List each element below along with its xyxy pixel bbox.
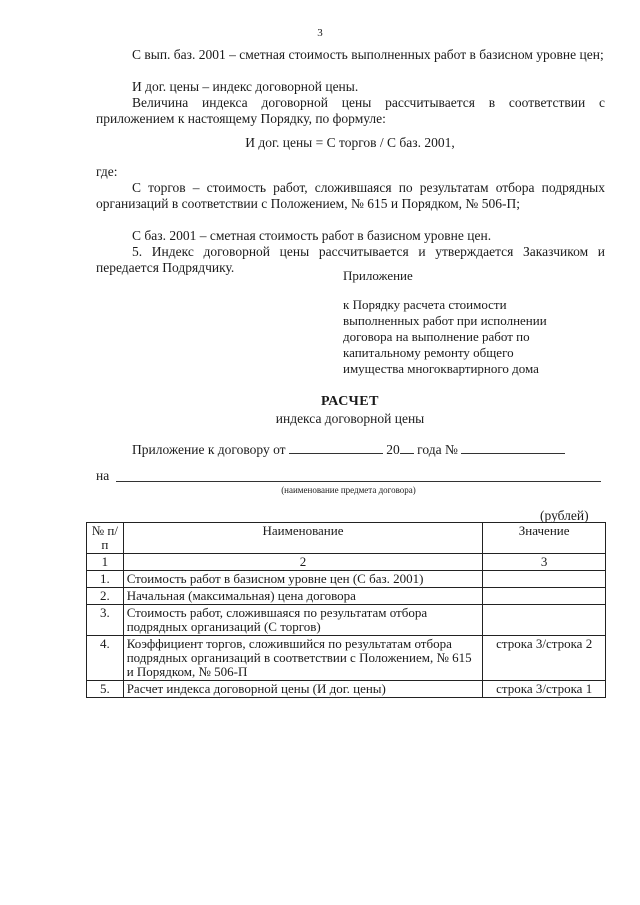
document-subtitle: индекса договорной цены bbox=[275, 411, 425, 426]
paragraph-i-dog: И дог. цены – индекс договорной цены. bbox=[132, 79, 359, 94]
table-row bbox=[87, 636, 606, 681]
row-name: Стоимость работ, сложившаяся по результатам отбора подрядных организаций (С торгов) bbox=[123, 605, 483, 636]
row-name: Коэффициент торгов, сложившийся по результатам отбора подрядных организаций в соответствии с Положением, № 615 и Порядком, № 506-П bbox=[123, 636, 483, 681]
where-label: где: bbox=[96, 164, 118, 179]
appendix-line-2: выполненных работ при исполнении bbox=[343, 313, 547, 328]
appendix-line-4: капитальному ремонту общего bbox=[343, 345, 514, 360]
subject-blank[interactable] bbox=[116, 481, 601, 482]
contract-prefix: Приложение к договору от bbox=[132, 442, 286, 457]
paragraph-item-5: 5. Индекс договорной цены рассчитывается и утверждается Заказчиком и передается Подрядчику. bbox=[96, 244, 605, 275]
document-title: РАСЧЕТ bbox=[321, 394, 379, 409]
index-cell-2: 2 bbox=[123, 554, 483, 571]
contract-date-blank[interactable] bbox=[289, 440, 383, 454]
row-number: 1. bbox=[87, 571, 124, 588]
row-number: 4. bbox=[87, 636, 124, 681]
paragraph-index-calc: Величина индекса договорной цены рассчитывается в соответствии с приложением к настоящему Порядку, по формуле: bbox=[96, 95, 605, 126]
index-cell-3: 3 bbox=[483, 554, 606, 571]
header-value: Значение bbox=[483, 523, 606, 554]
index-cell-1: 1 bbox=[87, 554, 124, 571]
contract-year-suffix: года № bbox=[417, 442, 458, 457]
row-value bbox=[483, 588, 606, 605]
appendix-line-5: имущества многоквартирного дома bbox=[343, 361, 539, 376]
appendix-line-1: к Порядку расчета стоимости bbox=[343, 297, 507, 312]
row-value: строка 3/строка 2 bbox=[483, 636, 606, 681]
calculation-table bbox=[86, 522, 606, 698]
row-number: 2. bbox=[87, 588, 124, 605]
row-name: Начальная (максимальная) цена договора bbox=[123, 588, 483, 605]
subject-line bbox=[96, 468, 601, 484]
row-number: 5. bbox=[87, 681, 124, 698]
paragraph-c-torgov: С торгов – стоимость работ, сложившаяся по результатам отбора подрядных организаций в соответствии с Положением, № 615 и Порядком, № 506-П; bbox=[96, 180, 605, 211]
table-header-row bbox=[87, 523, 606, 554]
contract-year-prefix: 20 bbox=[386, 442, 400, 457]
paragraph-c-vyp: С вып. баз. 2001 – сметная стоимость выполненных работ в базисном уровне цен; bbox=[132, 47, 604, 62]
row-name: Стоимость работ в базисном уровне цен (С баз. 2001) bbox=[123, 571, 483, 588]
row-number: 3. bbox=[87, 605, 124, 636]
subject-hint: (наименование предмета договора) bbox=[281, 485, 416, 495]
page-number: 3 bbox=[317, 27, 323, 39]
appendix-line-3: договора на выполнение работ по bbox=[343, 329, 530, 344]
contract-year-blank[interactable] bbox=[400, 440, 414, 454]
row-value bbox=[483, 605, 606, 636]
row-value: строка 3/строка 1 bbox=[483, 681, 606, 698]
appendix-label: Приложение bbox=[343, 268, 413, 283]
table-row bbox=[87, 605, 606, 636]
subject-label: на bbox=[96, 468, 110, 483]
contract-line bbox=[132, 440, 565, 458]
header-name: Наименование bbox=[123, 523, 483, 554]
contract-number-blank[interactable] bbox=[461, 440, 565, 454]
units-label: (рублей) bbox=[540, 508, 589, 523]
table-row bbox=[87, 571, 606, 588]
table-row bbox=[87, 588, 606, 605]
paragraph-c-baz: С баз. 2001 – сметная стоимость работ в базисном уровне цен. bbox=[132, 228, 492, 243]
header-number: № п/п bbox=[87, 523, 124, 554]
row-value bbox=[483, 571, 606, 588]
table-row bbox=[87, 681, 606, 698]
row-name: Расчет индекса договорной цены (И дог. цены) bbox=[123, 681, 483, 698]
table-index-row bbox=[87, 554, 606, 571]
formula: И дог. цены = С торгов / С баз. 2001, bbox=[245, 135, 455, 150]
